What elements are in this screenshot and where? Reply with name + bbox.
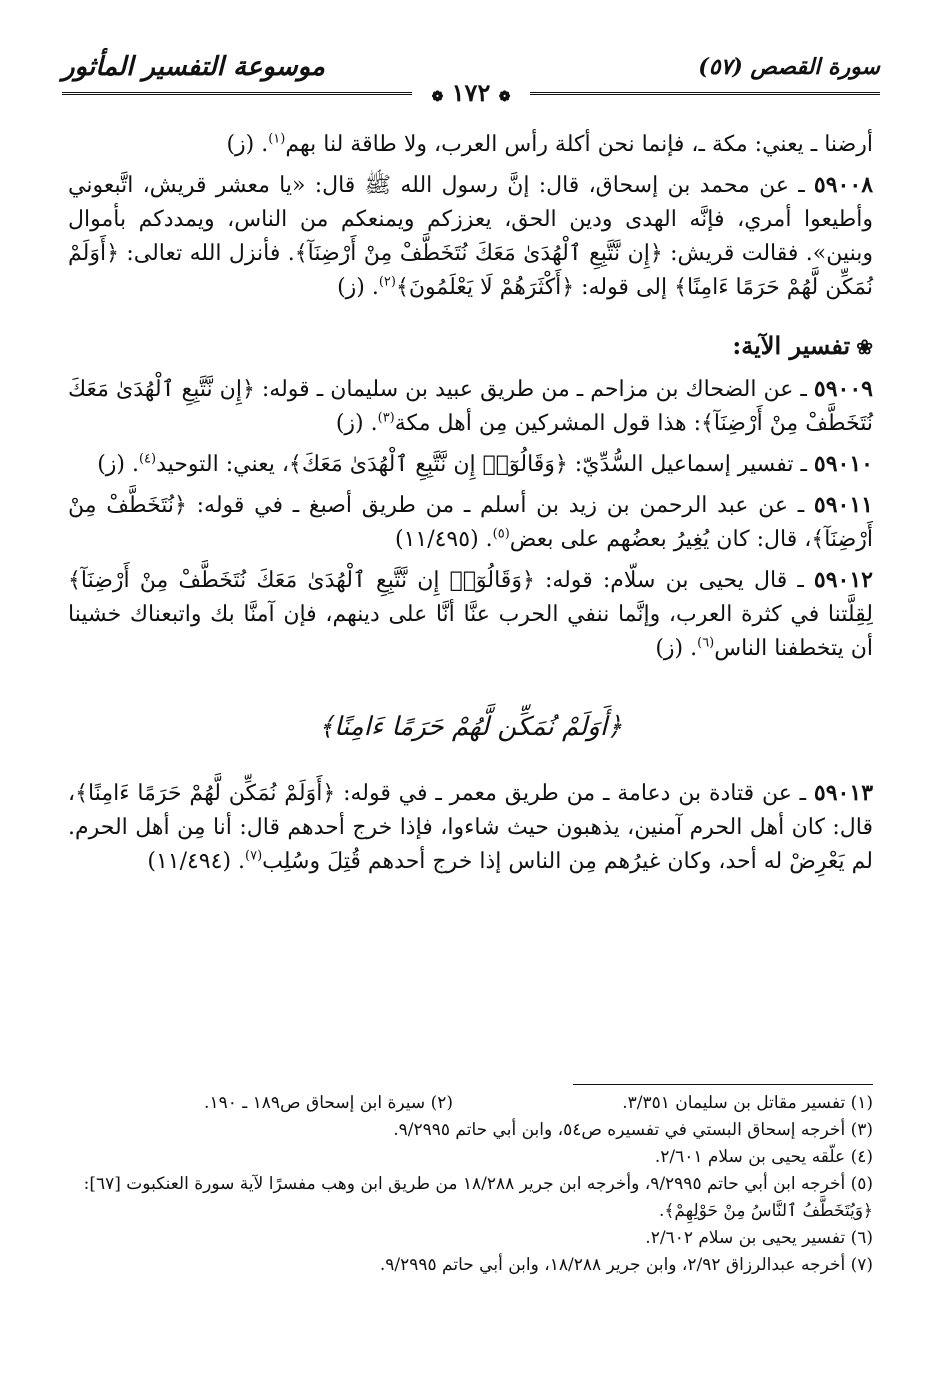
verse-heading: ﴿أَوَلَمْ نُمَكِّن لَّهُمْ حَرَمًا ءَامِنًا﴾ [318,712,623,742]
footnote: (٣) أخرجه إسحاق البستي في تفسيره ص٥٤، وابن أبي حاتم ٩/٢٩٩٥. [393,1120,873,1140]
entry-text: ـ قال يحيى بن سلّام: قوله: ﴿وَقَالُوٓا۟ إِن نَّتَّبِعِ ٱلْهُدَىٰ مَعَكَ نُتَخَطَّفْ مِنْ أَرْضِنَآ﴾ لِقِلَّتنا في كثرة العرب، وإنَّما ننفي الحرب عنَّا أنَّا على دينهم، فإن آمنَّا بك واتبعناك خشينا أن يتخطفنا الناس [68,568,873,661]
footnote-ref: (٢) [378,274,396,290]
header-rule-left [62,92,470,95]
header-rule-right [472,92,880,95]
footnote: (٦) تفسير يحيى بن سلام ٢/٦٠٢. [645,1228,873,1248]
running-header [62,44,880,107]
footnote-ref: (٧) [245,848,263,864]
page-number-text: ١٧٢ [451,78,491,107]
footnote-ref: (٤) [138,451,157,467]
report-number: ٥٩٠١١ [813,492,873,518]
page-body [68,128,873,885]
footnote-divider [573,1084,873,1085]
footnote: (٥) أخرجه ابن أبي حاتم ٩/٢٩٩٥، وأخرجه ابن جرير ١٨/٢٨٨ من طريق ابن وهب مفسرًا لآية سورة العنكبوت [٦٧]: ﴿وَيُتَخَطَّفُ ٱلنَّاسُ مِنْ حَوْلِهِمْ﴾. [83,1174,873,1221]
tafsir-entry [68,776,873,879]
ornament-icon: ❁ [431,89,444,105]
footnotes [68,1090,873,1279]
report-number: ٥٩٠١٠ [813,451,873,477]
paragraph-tail: . (ز) [226,132,269,157]
paragraph-text: أرضنا ـ يعني: مكة ـ، فإنما نحن أكلة رأس العرب، ولا طاقة لنا بهم [285,132,873,157]
footnote: (٢) سيرة ابن إسحاق ص١٨٩ ـ ١٩٠. [204,1093,453,1113]
footnote-ref: (١) [268,131,286,147]
paragraph [68,128,873,162]
report-number: ٥٩٠١٣ [813,780,874,806]
entry-tail: . (١١/٤٩٤) [147,849,246,874]
footnote: (٤) علّقه يحيى بن سلام ٢/٦٠١. [654,1147,873,1167]
surah-title: سورة القصص (٥٧) [698,54,880,80]
footnote-ref: (٣) [377,410,395,426]
footnote-ref: (٦) [697,635,715,651]
tafsir-entry [68,488,873,557]
page-number [412,78,530,107]
footnote: (١) تفسير مقاتل بن سليمان ٣/٣٥١. [622,1093,873,1113]
report-number: ٥٩٠٠٨ [813,172,874,198]
section-heading [68,331,873,360]
paragraph [68,168,873,305]
footnote-row [68,1090,873,1117]
flower-icon: ❀ [856,335,873,359]
paragraph-tail: . (ز) [337,275,379,300]
paragraph-text: ـ عن محمد بن إسحاق، قال: إنَّ رسول الله ﷺ قال: «يا معشر قريش، اتَّبعوني وأطيعوا أمري، فإنَّه الهدى ودين الحق، يعززكم ويمنعكم من الناس، ويمددكم بأموال وبنين». فقالت قريش: ﴿إِن نَّتَّبِعِ ٱلْهُدَىٰ مَعَكَ نُتَخَطَّفْ مِنْ أَرْضِنَآ﴾. فأنزل الله تعالى: ﴿أَوَلَمْ نُمَكِّن لَّهُمْ حَرَمًا ءَامِنًا﴾ إلى قوله: ﴿أَكْثَرَهُمْ لَا يَعْلَمُونَ﴾ [68,173,873,300]
entry-text: ـ عن قتادة بن دعامة ـ من طريق معمر ـ في قوله: ﴿أَوَلَمْ نُمَكِّن لَّهُمْ حَرَمًا ءَامِنًا﴾، قال: كان أهل الحرم آمنين، يذهبون حيث شاءوا، فإذا خرج أحدهم قال: أنا مِن أهل الحرم. لم يَعْرِضْ له أحد، وكان غيرُهم مِن الناس إذا خرج أحدهم قُتِلَ وسُلِب [68,781,873,874]
entry-text: ـ عن عبد الرحمن بن زيد بن أسلم ـ من طريق أصبغ ـ في قوله: ﴿نُتَخَطَّفْ مِنْ أَرْضِنَآ﴾، قال: كان يُغِيرُ بعضُهم على بعض [68,493,873,552]
entry-text: ـ تفسير إسماعيل السُّدِّيّ: ﴿وَقَالُوٓا۟ إِن نَّتَّبِعِ ٱلْهُدَىٰ مَعَكَ﴾، يعني: التوحيد [156,452,807,477]
entry-tail: . (ز) [335,411,378,436]
section-title: تفسير الآية: [732,331,851,360]
entry-text: ـ عن الضحاك بن مزاحم ـ من طريق عبيد بن سليمان ـ قوله: ﴿إِن نَّتَّبِعِ ٱلْهُدَىٰ مَعَكَ نُتَخَطَّفْ مِنْ أَرْضِنَآ﴾: هذا قول المشركين مِن أهل مكة [68,377,873,436]
tafsir-entry [68,447,873,482]
entry-tail: . (ز) [655,636,698,661]
book-title: موسوعة التفسير المأثور [62,52,325,82]
footnote-ref: (٥) [492,526,510,542]
report-number: ٥٩٠٠٩ [813,376,873,402]
tafsir-entry [68,372,873,441]
report-number: ٥٩٠١٢ [813,567,873,593]
entry-tail: . (١١/٤٩٥) [394,527,493,552]
entry-tail: . (ز) [97,452,139,477]
ornament-icon: ❁ [498,89,511,105]
footnote: (٧) أخرجه عبدالرزاق ٢/٩٢، وابن جرير ١٨/٢٨٨، وابن أبي حاتم ٩/٢٩٩٥. [379,1255,873,1275]
tafsir-entry [68,563,873,666]
